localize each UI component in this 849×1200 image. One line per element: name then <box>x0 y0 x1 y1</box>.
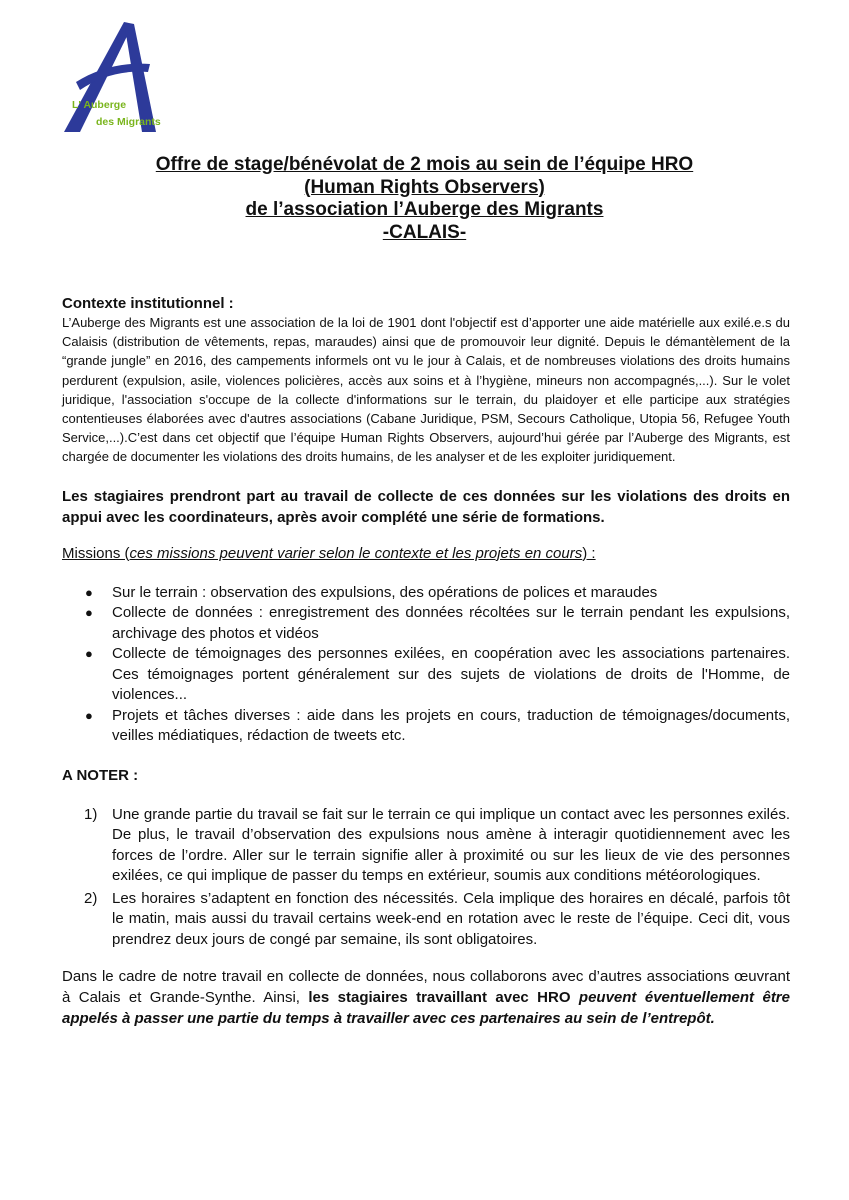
missions-heading-italic: ces missions peuvent varier selon le contexte et les projets en cours <box>129 544 583 562</box>
trainees-paragraph: Les stagiaires prendront part au travail de collecte de ces données sur les violations des droits en appui avec les coordinateurs, après avoir complété une série de formations. <box>62 487 790 526</box>
mission-text: Collecte de témoignages des personnes exilées, en coopération avec les associations partenaires. Ces témoignages portent généralement sur des sujets de violations de droits de l'Homme, de violences... <box>112 645 790 704</box>
bullet-icon: ● <box>85 605 93 621</box>
missions-heading-suffix: ) : <box>582 544 596 562</box>
missions-list <box>62 583 790 747</box>
title-line-2: (Human Rights Observers) <box>304 176 545 198</box>
missions-heading <box>62 543 790 564</box>
title-line-4: -CALAIS- <box>382 221 467 243</box>
final-text-plain: Dans le cadre de notre travail en collecte de données, nous collaborons avec d’autres associations œuvrant à Calais et Grande-Synthe. Ainsi, <box>62 968 790 1007</box>
auberge-logo <box>58 20 170 138</box>
mission-text: Collecte de données : enregistrement des données récoltées sur le terrain pendant les expulsions, archivage des photos et vidéos <box>112 604 790 642</box>
bullet-icon: ● <box>85 707 93 723</box>
mission-text: Projets et tâches diverses : aide dans les projets en cours, traduction de témoignages/documents, veilles médiatiques, rédaction de tweets etc. <box>112 706 790 745</box>
logo-text-line2: des Migrants <box>96 116 161 128</box>
note-number: 1) <box>84 805 98 823</box>
list-item <box>62 603 790 644</box>
list-item <box>62 805 790 887</box>
context-paragraph: L’Auberge des Migrants est une association de la loi de 1901 dont l'objectif est d’apporter une aide matérielle aux exilé.e.s du Calaisis (distribution de vêtements, repas, maraudes) ainsi que de promouvoir leur dignité. Depuis le démantèlement de la “grande jungle” en 2016, des campements informels ont vu le jour à Calais, et de nombreuses violations des droits humains perdurent (expulsion, asile, violences policières, accès aux soins et à l’hygiène, mineurs non accompagnés,...). Sur le volet juridique, l'association s'occupe de la collecte d'informations sur le terrain, du plaidoyer et elle participe aux stratégies contentieuses élaborées avec d'autres associations (Cabane Juridique, PSM, Secours Catholique, Utopia 56, Refugee Youth Service,...).C’est dans cet objectif que l’équipe Human Rights Observers, aujourd’hui gérée par l’Auberge des Migrants, est chargée de documenter les violations des droits humains, de les analyser et de les exploiter juridiquement. <box>62 315 790 465</box>
final-text-bold: les stagiaires travaillant avec HRO <box>308 989 579 1007</box>
list-item <box>62 583 790 604</box>
note-text: Une grande partie du travail se fait sur le terrain ce qui implique un contact avec les personnes exilés. De plus, le travail d’observation des expulsions nous amène à interagir quotidiennement avec les forces de l’ordre. Aller sur le terrain signifie aller à proximité ou sur les lieux de vie des personnes exilées, ce qui implique de passer du temps en extérieur, soumis aux conditions météorologiques. <box>112 805 790 885</box>
note-text: Les horaires s’adaptent en fonction des nécessités. Cela implique des horaires en décalé, parfois tôt le matin, mais aussi du travail certains week-end en rotation avec le reste de l’équipe. Ceci dit, vous prendrez deux jours de congé par semaine, ils sont obligatoires. <box>112 889 790 948</box>
final-text-bold-italic: peuvent éventuellement être appelés à passer une partie du temps à travailler avec ces partenaires au sein de l’entrepôt. <box>62 989 790 1028</box>
mission-text: Sur le terrain : observation des expulsions, des opérations de polices et maraudes <box>112 583 658 601</box>
title-line-3: de l’association l’Auberge des Migrants <box>245 199 604 220</box>
final-paragraph <box>62 966 790 1029</box>
list-item <box>62 889 790 951</box>
list-item <box>62 644 790 706</box>
title-line-1: Offre de stage/bénévolat de 2 mois au sein de l’équipe HRO <box>155 154 694 175</box>
note-number: 2) <box>84 889 98 907</box>
notes-heading: A NOTER : <box>62 766 139 784</box>
list-item <box>62 706 790 747</box>
bullet-icon: ● <box>85 646 93 662</box>
document-body <box>62 294 790 1029</box>
page-title <box>0 154 849 244</box>
notes-list <box>62 805 790 951</box>
context-heading: Contexte institutionnel : <box>62 295 234 312</box>
logo-text-line1: L' Auberge <box>72 99 127 111</box>
bullet-icon: ● <box>85 584 93 600</box>
missions-heading-prefix: Missions ( <box>62 544 130 562</box>
